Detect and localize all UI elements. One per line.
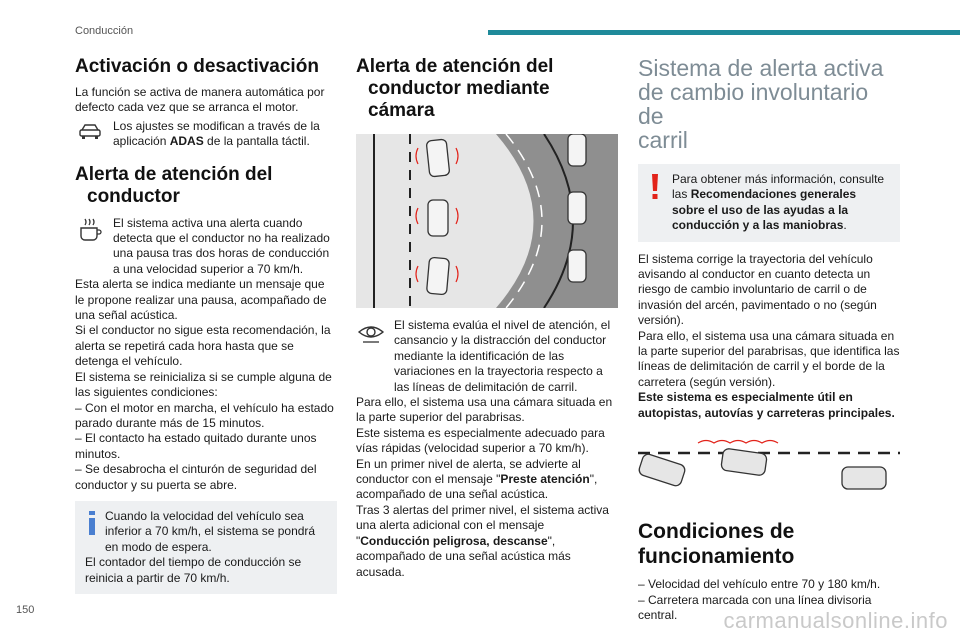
page-number: 150 — [16, 604, 35, 616]
break-alert-row — [75, 216, 337, 278]
driver-attention-icon — [356, 318, 386, 348]
heading-driver-alert — [75, 164, 337, 208]
activation-paragraph: La función se activa de manera automática por defecto cada vez que se arranca el motor. — [75, 85, 325, 115]
settings-text-pre: Los ajustes se modifican a través de la aplicación — [113, 118, 320, 149]
warning-note-post: . — [843, 218, 847, 233]
settings-row — [75, 119, 337, 150]
lane-departure-illustration — [638, 437, 900, 505]
watermark: carmanualsonline.info — [723, 608, 948, 633]
break-alert-message: Esta alerta se indica mediante un mensaje que le propone realizar una pausa, acompañado de una señal acústica. — [75, 277, 327, 323]
heading-lane-departure-line3: carril — [638, 127, 688, 153]
info-icon — [85, 509, 99, 535]
column-activation — [75, 56, 337, 594]
lane-highway-text: Este sistema es especialmente útil en autopistas, autovías y carreteras principales. — [638, 390, 895, 420]
heading-camera-alert-line1: Alerta de atención del — [356, 56, 554, 77]
heading-driver-alert-line2: conductor — [87, 185, 180, 207]
second-level-alert-message: Conducción peligrosa, descanse — [360, 533, 548, 548]
adas-app-name: ADAS — [169, 134, 204, 149]
first-level-alert-post: ", acompañado de una señal acústica. — [356, 472, 598, 502]
break-alert-text: El sistema activa una alerta cuando detecta que el conductor no ha realizado una pausa tras dos horas de conducción a una velocidad superior a 70 km/h. — [113, 215, 330, 276]
settings-text — [113, 119, 337, 150]
warning-note — [638, 164, 900, 242]
heading-activation: Activación o desactivación — [75, 56, 319, 77]
info-note-text-2: El contador del tiempo de conducción se reinicia a partir de 70 km/h. — [85, 555, 302, 585]
heading-driver-alert-line1: Alerta de atención del — [75, 163, 273, 185]
reset-condition-3: – Se desabrocha el cinturón de seguridad del conductor y su puerta se abre. — [75, 462, 317, 492]
break-alert-repeat: Si el conductor no sigue esta recomendación, la alerta se repetirá cada hora hasta que se detenga el vehículo. — [75, 323, 331, 369]
warning-note-pre: Para obtener más información, consulte las — [672, 172, 885, 202]
fast-road-suitability: Este sistema es especialmente adecuado para vías rápidas (velocidad superior a 70 km/h). — [356, 425, 605, 456]
info-note — [75, 501, 337, 594]
section-title: Conducción — [75, 25, 134, 37]
heading-camera-alert — [356, 56, 618, 122]
condition-marked-road: – Carretera marcada con una línea divisoria central. — [638, 592, 872, 622]
second-level-alert-post: ", acompañado de una señal acústica más acusada. — [356, 533, 571, 579]
info-note-text-1: Cuando la velocidad del vehículo sea inferior a 70 km/h, el sistema se pondrá en modo de espera. — [105, 508, 316, 554]
reset-conditions-intro: El sistema se reinicializa si se cumple alguna de las siguientes condiciones: — [75, 369, 332, 400]
heading-lane-departure-line2: de cambio involuntario de — [638, 79, 869, 129]
camera-alert-illustration — [356, 134, 618, 308]
heading-operating-conditions — [638, 519, 900, 569]
settings-text-post: de la pantalla táctil. — [203, 134, 310, 149]
lane-camera-text: Para ello, el sistema usa una cámara situada en la parte superior del parabrisas, que identifica las líneas de delimitación de carril y el borde de la carretera (según versión). — [638, 328, 900, 389]
first-level-alert-pre: En un primer nivel de alerta, se advierte al conductor con el mensaje " — [356, 456, 581, 487]
heading-camera-alert-line2: conductor mediante cámara — [368, 78, 550, 121]
warning-note-row — [648, 172, 892, 234]
second-level-alert — [356, 503, 618, 580]
attention-row — [356, 318, 618, 395]
column-lane-departure — [638, 56, 900, 623]
driver-break-icon — [75, 216, 105, 246]
heading-lane-departure — [638, 56, 900, 152]
car-settings-icon — [75, 119, 105, 143]
reset-condition-2: – El contacto ha estado quitado durante unos minutos. — [75, 431, 317, 461]
first-level-alert-message: Preste atención — [500, 472, 590, 487]
header-accent-bar — [488, 30, 960, 35]
heading-operating-conditions-line1: Condiciones de — [638, 520, 795, 544]
warning-icon — [648, 172, 662, 200]
heading-operating-conditions-line2: funcionamiento — [638, 545, 795, 569]
condition-speed: – Velocidad del vehículo entre 70 y 180 km/h. — [638, 577, 881, 592]
heading-lane-departure-line1: Sistema de alerta activa — [638, 55, 884, 81]
camera-location: Para ello, el sistema usa una cámara situada en la parte superior del parabrisas. — [356, 395, 613, 425]
reset-condition-1: – Con el motor en marcha, el vehículo ha estado parado durante más de 15 minutos. — [75, 400, 334, 430]
lane-correction-text: El sistema corrige la trayectoria del vehículo avisando al conductor en cuanto detecta un riesgo de cambio involuntario de carril o de invasión del arcén, pavimentado o no (según versión). — [638, 251, 877, 328]
first-level-alert — [356, 457, 618, 503]
warning-note-text — [668, 172, 892, 234]
second-level-alert-pre: Tras 3 alertas del primer nivel, el sistema activa una alerta adicional con el mensaje " — [356, 502, 609, 548]
warning-note-link-text: Recomendaciones generales sobre el uso de las ayudas a la conducción y a las maniobras — [672, 187, 857, 233]
column-camera-alert — [356, 56, 618, 580]
attention-text: El sistema evalúa el nivel de atención, el cansancio y la distracción del conductor mediante la identificación de las variaciones en la trayectoria respecto a las líneas de delimitación de carril. — [394, 318, 611, 394]
info-note-row — [85, 509, 329, 555]
